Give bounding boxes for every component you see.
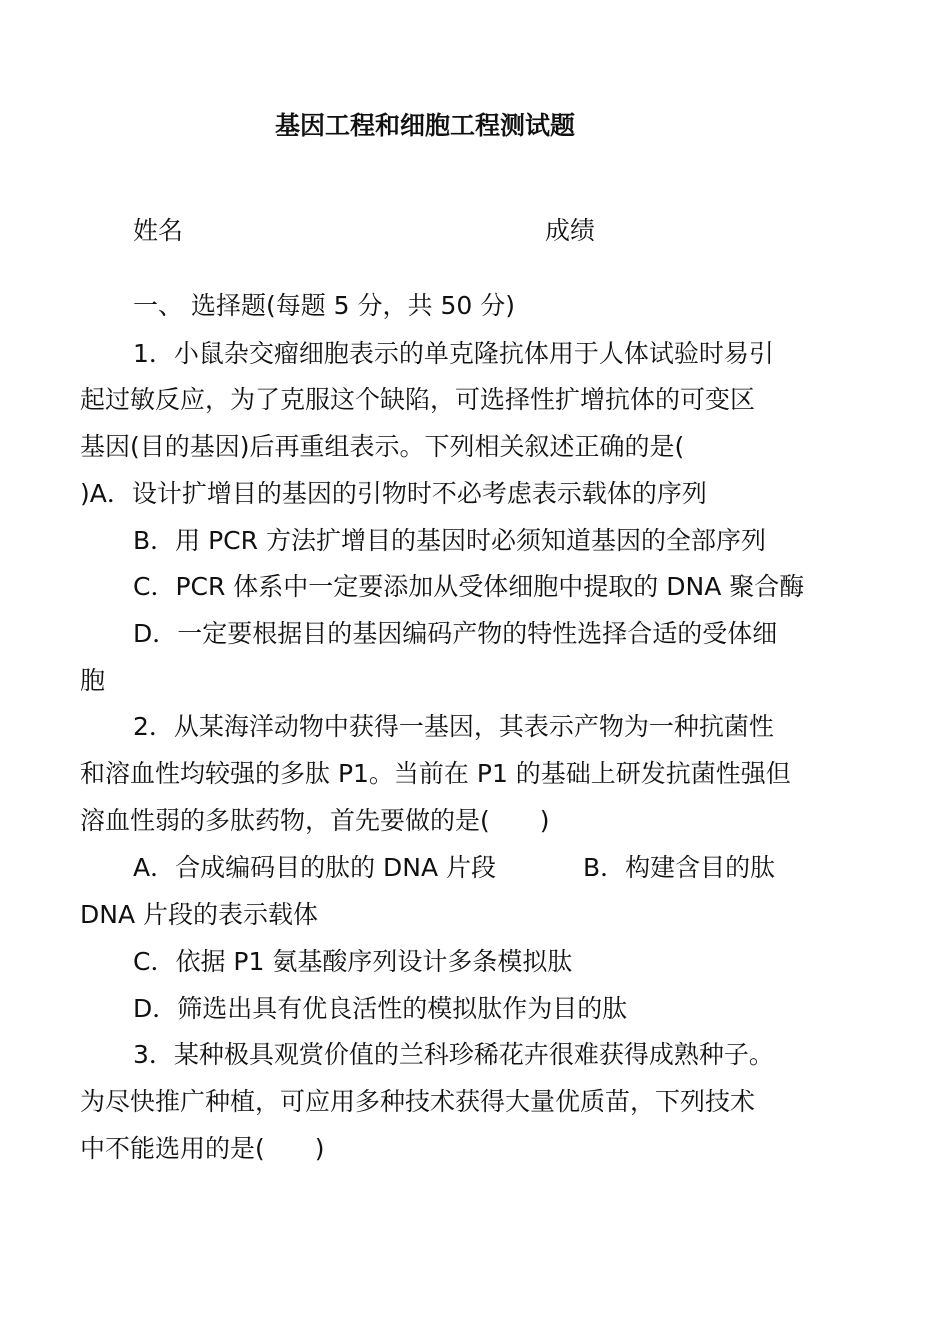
- question-1-option-c: C．PCR 体系中一定要添加从受体细胞中提取的 DNA 聚合酶: [133, 572, 805, 601]
- question-1-option-d: D．一定要根据目的基因编码产物的特性选择合适的受体细: [133, 619, 778, 648]
- question-2-option-b-cont: DNA 片段的表示载体: [80, 900, 319, 929]
- question-2-line-1: 2．从某海洋动物中获得一基因，其表示产物为一种抗菌性: [133, 712, 774, 741]
- section-heading: 一、 选择题(每题 5 分，共 50 分): [133, 291, 515, 320]
- question-3-line-1: 3．某种极具观赏价值的兰科珍稀花卉很难获得成熟种子。: [133, 1040, 774, 1069]
- question-1-line-3: 基因(目的基因)后再重组表示。下列相关叙述正确的是(: [80, 432, 685, 461]
- question-1-option-b: B．用 PCR 方法扩增目的基因时必须知道基因的全部序列: [133, 526, 766, 555]
- question-1-line-2: 起过敏反应，为了克服这个缺陷，可选择性扩增抗体的可变区: [80, 385, 756, 414]
- question-2-option-c: C．依据 P1 氨基酸序列设计多条模拟肽: [133, 947, 573, 976]
- question-1-line-1: 1．小鼠杂交瘤细胞表示的单克隆抗体用于人体试验时易引: [133, 339, 774, 368]
- question-3-line-3: 中不能选用的是( ): [80, 1134, 325, 1163]
- question-2-option-d: D．筛选出具有优良活性的模拟肽作为目的肽: [133, 994, 628, 1023]
- question-2-line-2: 和溶血性均较强的多肽 P1。当前在 P1 的基础上研发抗菌性强但: [80, 759, 791, 788]
- question-3-line-2: 为尽快推广种植，可应用多种技术获得大量优质苗，下列技术: [80, 1087, 756, 1116]
- score-label: 成绩: [545, 216, 596, 245]
- question-1-option-a: )A．设计扩增目的基因的引物时不必考虑表示载体的序列: [80, 479, 707, 508]
- question-2-option-a: A．合成编码目的肽的 DNA 片段: [133, 853, 497, 882]
- question-2-line-3: 溶血性弱的多肽药物，首先要做的是( ): [80, 806, 550, 835]
- question-2-option-b: B．构建含目的肽: [583, 853, 776, 882]
- page-title: 基因工程和细胞工程测试题: [274, 111, 575, 140]
- question-1-option-d-cont: 胞: [80, 666, 106, 695]
- name-label: 姓名: [133, 216, 184, 245]
